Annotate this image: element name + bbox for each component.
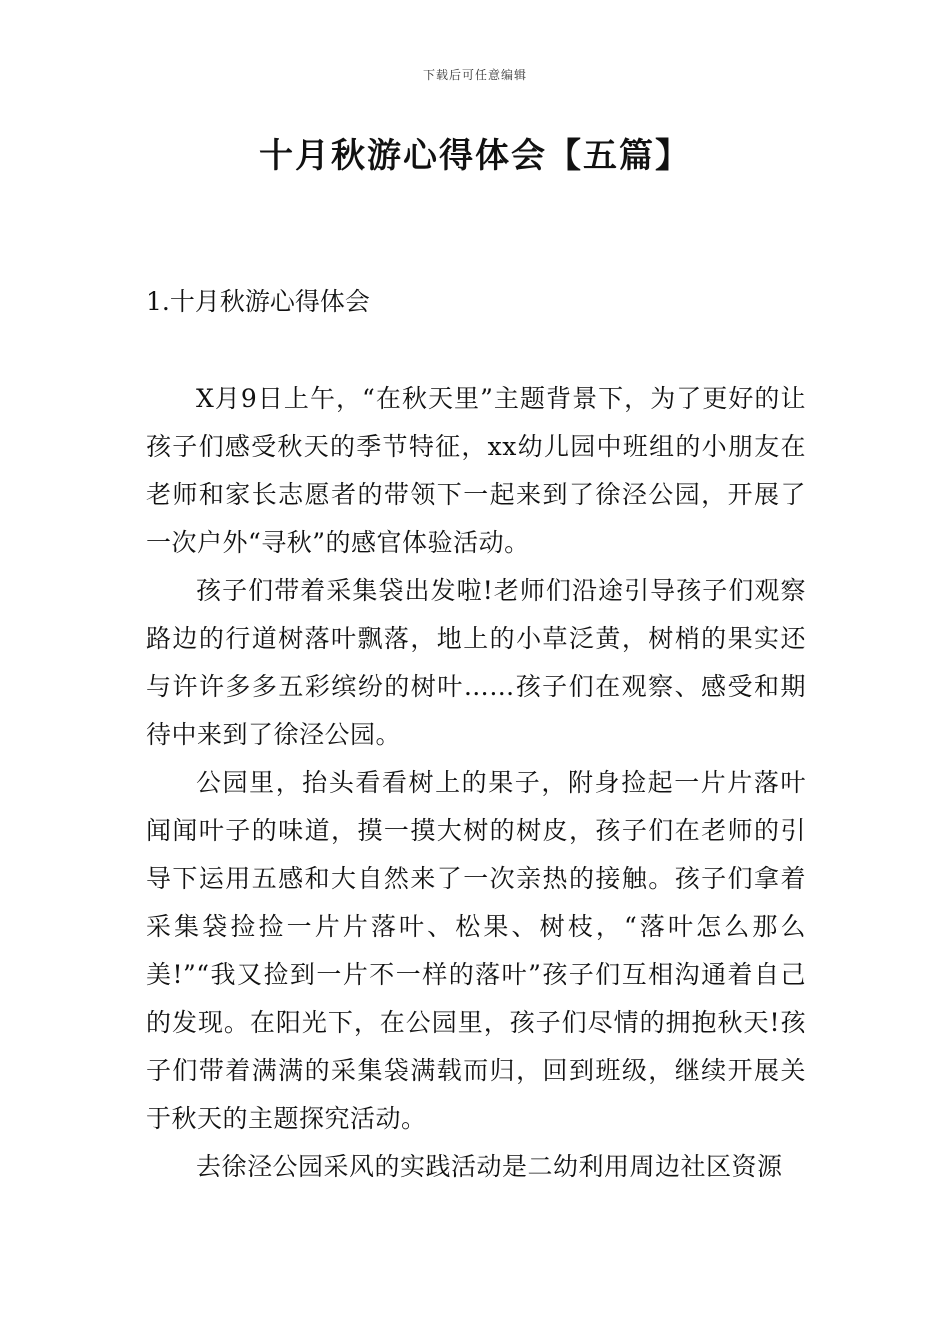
header-note: 下载后可任意编辑	[422, 68, 527, 82]
section-heading: 1.十月秋游心得体会	[146, 287, 370, 316]
paragraph: 孩子们带着采集袋出发啦!老师们沿途引导孩子们观察路边的行道树落叶飘落，地上的小草泛黄，树梢的果实还与许许多多五彩缤纷的树叶……孩子们在观察、感受和期待中来到了徐泾公园。	[146, 576, 806, 749]
paragraph: 公园里，抬头看看树上的果子，附身捡起一片片落叶闻闻叶子的味道，摸一摸大树的树皮，孩子们在老师的引导下运用五感和大自然来了一次亲热的接触。孩子们拿着采集袋捡捡一片片落叶、松果、树枝，“落叶怎么那么美!”“我又捡到一片不一样的落叶”孩子们互相沟通着自己的发现。在阳光下，在公园里，孩子们尽情的拥抱秋天!孩子们带着满满的采集袋满载而归，回到班级，继续开展关于秋天的主题探究活动。	[146, 768, 806, 1133]
body-text	[146, 375, 806, 1191]
document-title: 十月秋游心得体会【五篇】	[259, 136, 691, 176]
paragraph: 去徐泾公园采风的实践活动是二幼利用周边社区资源	[196, 1152, 783, 1181]
paragraph: X月9日上午，“在秋天里”主题背景下，为了更好的让孩子们感受秋天的季节特征，xx幼儿园中班组的小朋友在老师和家长志愿者的带领下一起来到了徐泾公园，开展了一次户外“寻秋”的感官体验活动。	[146, 384, 806, 557]
